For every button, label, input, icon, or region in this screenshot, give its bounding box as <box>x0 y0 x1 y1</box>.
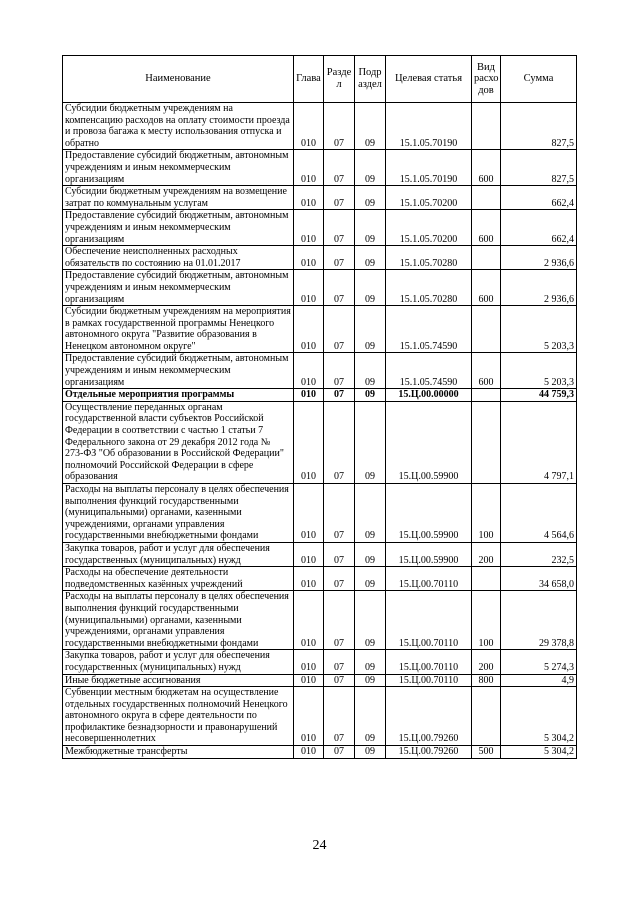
row-sum: 5 274,3 <box>501 650 577 674</box>
row-name: Предоставление субсидий бюджетным, автономным учреждениям и иным некоммерческим организациям <box>63 353 294 389</box>
row-podrazdel: 09 <box>355 246 386 270</box>
row-name: Субсидии бюджетным учреждениям на возмещение затрат по коммунальным услугам <box>63 186 294 210</box>
row-podrazdel: 09 <box>355 484 386 543</box>
row-razdel: 07 <box>324 246 355 270</box>
row-podrazdel: 09 <box>355 746 386 759</box>
header-target: Целевая статья <box>386 56 472 103</box>
table-row <box>63 401 577 483</box>
row-sum: 662,4 <box>501 186 577 210</box>
table-body <box>63 103 577 759</box>
row-podrazdel: 09 <box>355 542 386 566</box>
header-name: Наименование <box>63 56 294 103</box>
table-row <box>63 210 577 246</box>
table-row <box>63 542 577 566</box>
row-sum: 5 203,3 <box>501 306 577 353</box>
table-row <box>63 674 577 687</box>
table-row <box>63 746 577 759</box>
row-name: Расходы на обеспечение деятельности подведомственных казённых учреждений <box>63 567 294 591</box>
row-sum: 4,9 <box>501 674 577 687</box>
row-sum: 4 564,6 <box>501 484 577 543</box>
row-target: 15.Ц.00.79260 <box>386 746 472 759</box>
row-sum: 29 378,8 <box>501 591 577 650</box>
row-podrazdel: 09 <box>355 687 386 746</box>
row-razdel: 07 <box>324 484 355 543</box>
row-target: 15.Ц.00.00000 <box>386 389 472 402</box>
row-podrazdel: 09 <box>355 103 386 150</box>
row-target: 15.1.05.70200 <box>386 210 472 246</box>
row-name: Предоставление субсидий бюджетным, автономным учреждениям и иным некоммерческим организациям <box>63 150 294 186</box>
row-podrazdel: 09 <box>355 650 386 674</box>
row-name: Иные бюджетные ассигнования <box>63 674 294 687</box>
row-glava: 010 <box>294 306 324 353</box>
row-name: Отдельные мероприятия программы <box>63 389 294 402</box>
row-razdel: 07 <box>324 353 355 389</box>
row-target: 15.Ц.00.59900 <box>386 542 472 566</box>
row-vid <box>472 687 501 746</box>
row-glava: 010 <box>294 186 324 210</box>
header-glava: Глава <box>294 56 324 103</box>
row-vid <box>472 389 501 402</box>
row-razdel: 07 <box>324 567 355 591</box>
row-vid: 100 <box>472 484 501 543</box>
row-razdel: 07 <box>324 746 355 759</box>
row-sum: 34 658,0 <box>501 567 577 591</box>
row-vid: 800 <box>472 674 501 687</box>
row-glava: 010 <box>294 484 324 543</box>
row-target: 15.1.05.70280 <box>386 246 472 270</box>
row-razdel: 07 <box>324 542 355 566</box>
row-sum: 5 304,2 <box>501 746 577 759</box>
table-row <box>63 389 577 402</box>
table-row <box>63 650 577 674</box>
row-razdel: 07 <box>324 306 355 353</box>
row-sum: 232,5 <box>501 542 577 566</box>
row-target: 15.1.05.70190 <box>386 150 472 186</box>
row-vid: 100 <box>472 591 501 650</box>
header-sum: Сумма <box>501 56 577 103</box>
row-glava: 010 <box>294 567 324 591</box>
row-vid: 600 <box>472 150 501 186</box>
row-target: 15.1.05.74590 <box>386 306 472 353</box>
header-razdel: Разде л <box>324 56 355 103</box>
row-razdel: 07 <box>324 650 355 674</box>
row-glava: 010 <box>294 389 324 402</box>
table-header-row <box>63 56 577 103</box>
table-row <box>63 270 577 306</box>
row-vid <box>472 246 501 270</box>
row-sum: 5 304,2 <box>501 687 577 746</box>
row-sum: 4 797,1 <box>501 401 577 483</box>
row-razdel: 07 <box>324 150 355 186</box>
row-name: Субсидии бюджетным учреждениям на мероприятия в рамках государственной программы Ненецкого автономного округа "Развитие образования в Ненецком автономном округе" <box>63 306 294 353</box>
table-row <box>63 103 577 150</box>
row-razdel: 07 <box>324 687 355 746</box>
row-glava: 010 <box>294 687 324 746</box>
row-razdel: 07 <box>324 210 355 246</box>
row-target: 15.Ц.00.70110 <box>386 674 472 687</box>
row-target: 15.Ц.00.70110 <box>386 650 472 674</box>
row-name: Расходы на выплаты персоналу в целях обеспечения выполнения функций государственными (муниципальными) органами, казенными учреждениями, органами управления государственными внебюджетными фондами <box>63 591 294 650</box>
row-target: 15.Ц.00.59900 <box>386 401 472 483</box>
row-name: Субсидии бюджетным учреждениям на компенсацию расходов на оплату стоимости проезда и провоза багажа к месту использования отпуска и обратно <box>63 103 294 150</box>
row-vid <box>472 306 501 353</box>
row-sum: 2 936,6 <box>501 246 577 270</box>
row-glava: 010 <box>294 746 324 759</box>
row-glava: 010 <box>294 210 324 246</box>
row-razdel: 07 <box>324 401 355 483</box>
row-sum: 2 936,6 <box>501 270 577 306</box>
table-row <box>63 484 577 543</box>
row-razdel: 07 <box>324 103 355 150</box>
row-name: Расходы на выплаты персоналу в целях обеспечения выполнения функций государственными (муниципальными) органами, казенными учреждениями, органами управления государственными внебюджетными фондами <box>63 484 294 543</box>
row-target: 15.1.05.70190 <box>386 103 472 150</box>
row-vid: 200 <box>472 542 501 566</box>
row-glava: 010 <box>294 674 324 687</box>
row-target: 15.1.05.70280 <box>386 270 472 306</box>
row-vid: 600 <box>472 270 501 306</box>
row-podrazdel: 09 <box>355 389 386 402</box>
row-glava: 010 <box>294 401 324 483</box>
row-name: Субвенции местным бюджетам на осуществление отдельных государственных полномочий Ненецкого автономного округа в сфере деятельности по профилактике безнадзорности и правонарушений несовершеннолетних <box>63 687 294 746</box>
row-sum: 5 203,3 <box>501 353 577 389</box>
table-row <box>63 567 577 591</box>
row-razdel: 07 <box>324 270 355 306</box>
row-vid <box>472 401 501 483</box>
row-name: Осуществление переданных органам государственной власти субъектов Российской Федерации в соответствии с частью 1 статьи 7 Федерального закона от 29 декабря 2012 года № 273-ФЗ "Об образовании в Российской Федерации" полномочий Российской Федерации в сфере образования <box>63 401 294 483</box>
row-glava: 010 <box>294 103 324 150</box>
row-glava: 010 <box>294 650 324 674</box>
row-razdel: 07 <box>324 674 355 687</box>
table-row <box>63 246 577 270</box>
row-glava: 010 <box>294 542 324 566</box>
row-sum: 44 759,3 <box>501 389 577 402</box>
row-sum: 827,5 <box>501 103 577 150</box>
row-podrazdel: 09 <box>355 270 386 306</box>
row-target: 15.Ц.00.59900 <box>386 484 472 543</box>
row-razdel: 07 <box>324 591 355 650</box>
row-vid: 600 <box>472 210 501 246</box>
row-podrazdel: 09 <box>355 210 386 246</box>
row-glava: 010 <box>294 150 324 186</box>
row-vid <box>472 567 501 591</box>
row-razdel: 07 <box>324 389 355 402</box>
row-target: 15.Ц.00.70110 <box>386 591 472 650</box>
row-name: Предоставление субсидий бюджетным, автономным учреждениям и иным некоммерческим организациям <box>63 270 294 306</box>
row-target: 15.Ц.00.70110 <box>386 567 472 591</box>
row-name: Межбюджетные трансферты <box>63 746 294 759</box>
row-podrazdel: 09 <box>355 567 386 591</box>
row-vid: 200 <box>472 650 501 674</box>
row-target: 15.Ц.00.79260 <box>386 687 472 746</box>
header-vid: Вид расхо дов <box>472 56 501 103</box>
table-row <box>63 353 577 389</box>
row-target: 15.1.05.70200 <box>386 186 472 210</box>
table-row <box>63 306 577 353</box>
table-row <box>63 150 577 186</box>
row-podrazdel: 09 <box>355 401 386 483</box>
row-name: Закупка товаров, работ и услуг для обеспечения государственных (муниципальных) нужд <box>63 650 294 674</box>
row-sum: 662,4 <box>501 210 577 246</box>
page-number: 24 <box>312 838 327 853</box>
row-razdel: 07 <box>324 186 355 210</box>
table-row <box>63 186 577 210</box>
row-podrazdel: 09 <box>355 591 386 650</box>
row-podrazdel: 09 <box>355 306 386 353</box>
row-podrazdel: 09 <box>355 353 386 389</box>
table-row <box>63 591 577 650</box>
row-glava: 010 <box>294 353 324 389</box>
row-vid <box>472 186 501 210</box>
row-podrazdel: 09 <box>355 150 386 186</box>
row-name: Обеспечение неисполненных расходных обязательств по состоянию на 01.01.2017 <box>63 246 294 270</box>
row-vid: 500 <box>472 746 501 759</box>
row-glava: 010 <box>294 270 324 306</box>
header-podrazdel: Подр аздел <box>355 56 386 103</box>
row-name: Закупка товаров, работ и услуг для обеспечения государственных (муниципальных) нужд <box>63 542 294 566</box>
row-sum: 827,5 <box>501 150 577 186</box>
row-glava: 010 <box>294 591 324 650</box>
row-target: 15.1.05.74590 <box>386 353 472 389</box>
table-row <box>63 687 577 746</box>
row-podrazdel: 09 <box>355 674 386 687</box>
row-podrazdel: 09 <box>355 186 386 210</box>
row-glava: 010 <box>294 246 324 270</box>
row-vid: 600 <box>472 353 501 389</box>
row-vid <box>472 103 501 150</box>
row-name: Предоставление субсидий бюджетным, автономным учреждениям и иным некоммерческим организациям <box>63 210 294 246</box>
budget-table <box>62 55 577 759</box>
